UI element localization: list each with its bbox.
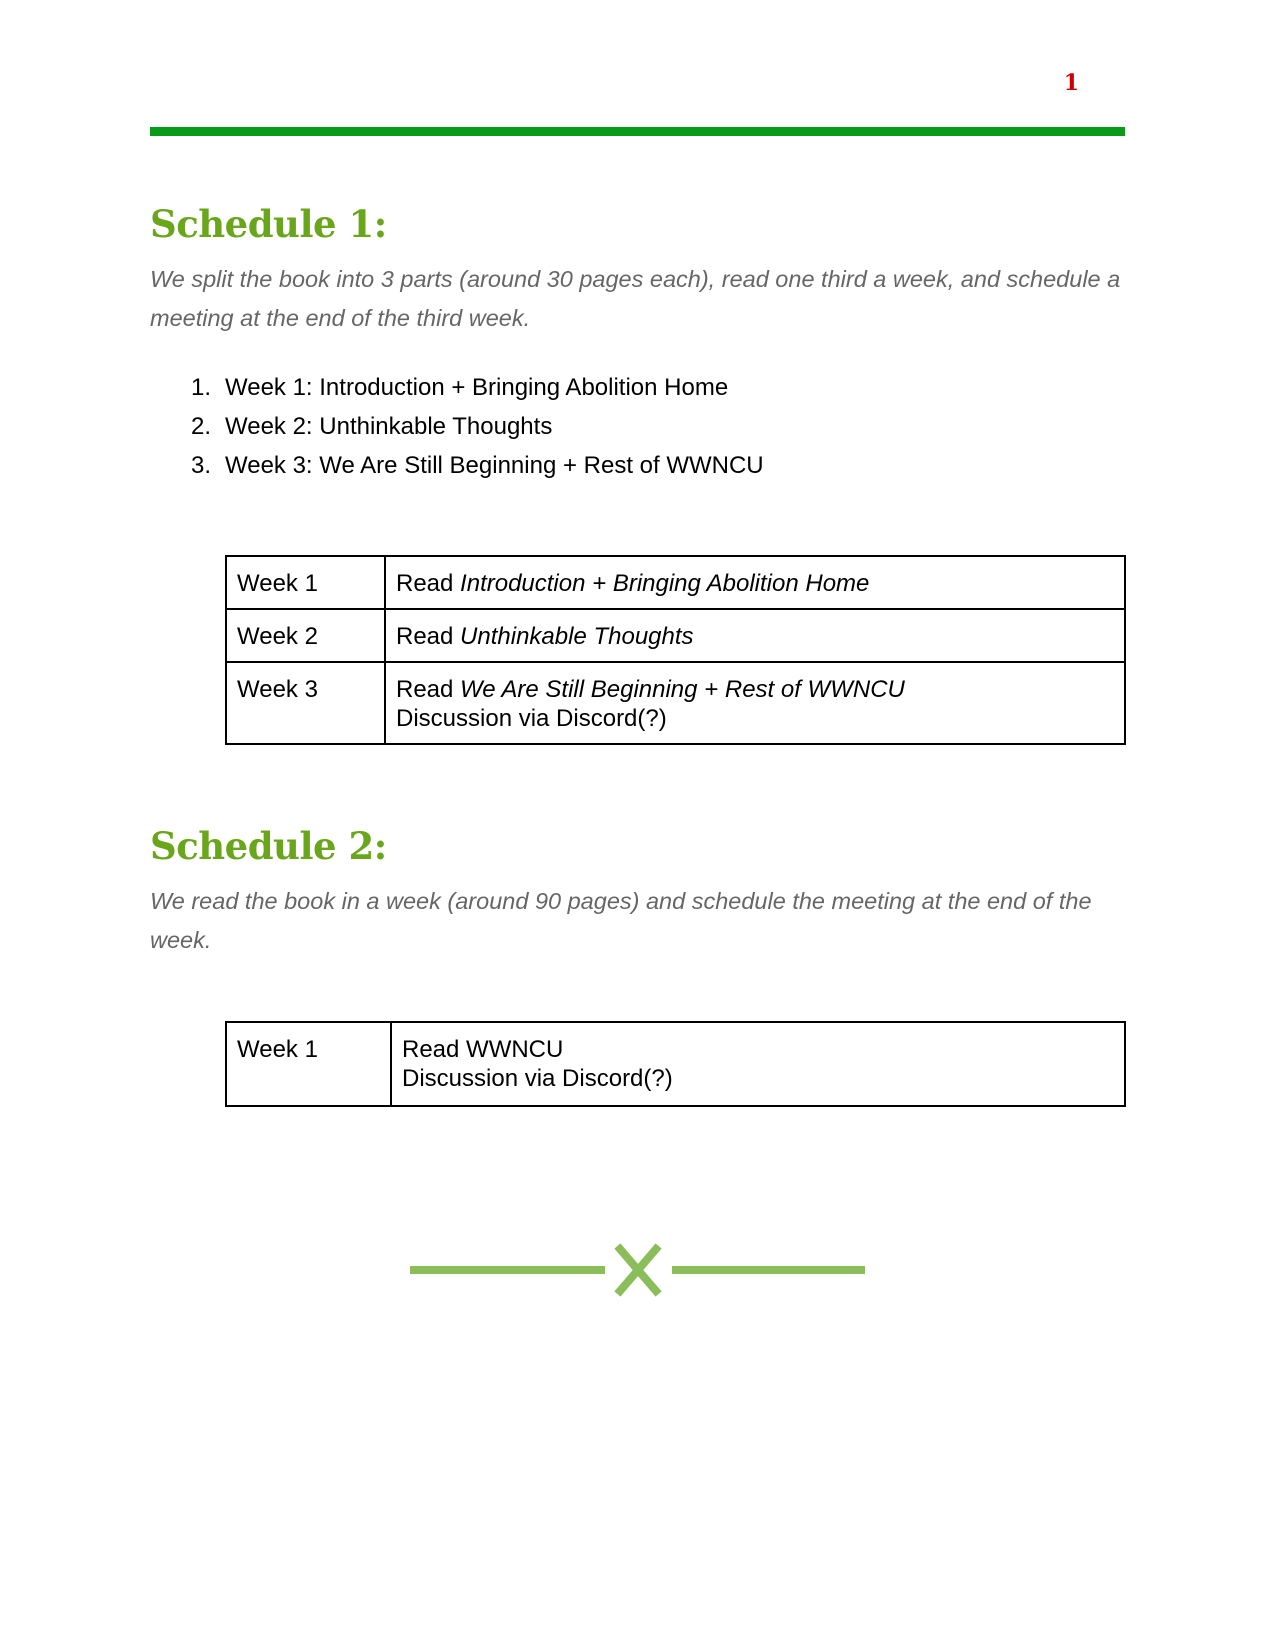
reading-cell — [385, 662, 1125, 744]
reading-prefix: Read — [396, 676, 461, 703]
week-cell: Week 1 — [226, 556, 385, 609]
schedule-2-description: We read the book in a week (around 90 pages) and schedule the meeting at the end of the week. — [150, 888, 1092, 953]
table-row — [226, 609, 1125, 662]
cross-divider-icon — [410, 1243, 865, 1298]
schedule-1-title: Schedule 1: — [150, 202, 387, 246]
list-item-number: 3. — [190, 452, 211, 479]
list-item-text: Week 3: We Are Still Beginning + Rest of WWNCU — [225, 452, 764, 479]
reading-prefix: Read — [396, 570, 461, 597]
discussion-note: Discussion via Discord(?) — [402, 1065, 673, 1092]
list-item — [150, 368, 764, 407]
list-item-text: Week 2: Unthinkable Thoughts — [225, 413, 553, 440]
reading-cell — [385, 609, 1125, 662]
reading-line — [396, 622, 1114, 651]
page-number: 1 — [1063, 70, 1079, 96]
schedule-1-description: We split the book into 3 parts (around 30 pages each), read one third a week, and schedule a meeting at the end of the third week. — [150, 266, 1121, 331]
reading-title: We Are Still Beginning + Rest of WWNCU — [460, 676, 905, 703]
schedule-2-title: Schedule 2: — [150, 824, 387, 868]
header-rule — [150, 127, 1125, 136]
week-cell: Week 2 — [226, 609, 385, 662]
list-item-number: 1. — [190, 374, 211, 401]
schedule-1-list — [150, 368, 764, 485]
table-row — [226, 1022, 1125, 1106]
discussion-note: Discussion via Discord(?) — [396, 705, 667, 732]
reading-line — [396, 569, 1114, 598]
list-item — [150, 446, 764, 485]
schedule-2-table — [225, 1021, 1126, 1107]
list-item — [150, 407, 764, 446]
week-cell: Week 1 — [226, 1022, 391, 1106]
reading-line — [396, 675, 1114, 704]
schedule-1-table — [225, 555, 1126, 745]
reading-prefix: Read — [396, 623, 461, 650]
reading-cell — [391, 1022, 1125, 1106]
reading-title: Unthinkable Thoughts — [460, 623, 694, 650]
list-item-number: 2. — [190, 413, 211, 440]
reading-line: Read WWNCU — [402, 1036, 564, 1063]
table-row — [226, 556, 1125, 609]
list-item-text: Week 1: Introduction + Bringing Abolition Home — [225, 374, 729, 401]
reading-title: Introduction + Bringing Abolition Home — [460, 570, 870, 597]
reading-cell — [385, 556, 1125, 609]
table-row — [226, 662, 1125, 744]
week-cell: Week 3 — [226, 662, 385, 744]
